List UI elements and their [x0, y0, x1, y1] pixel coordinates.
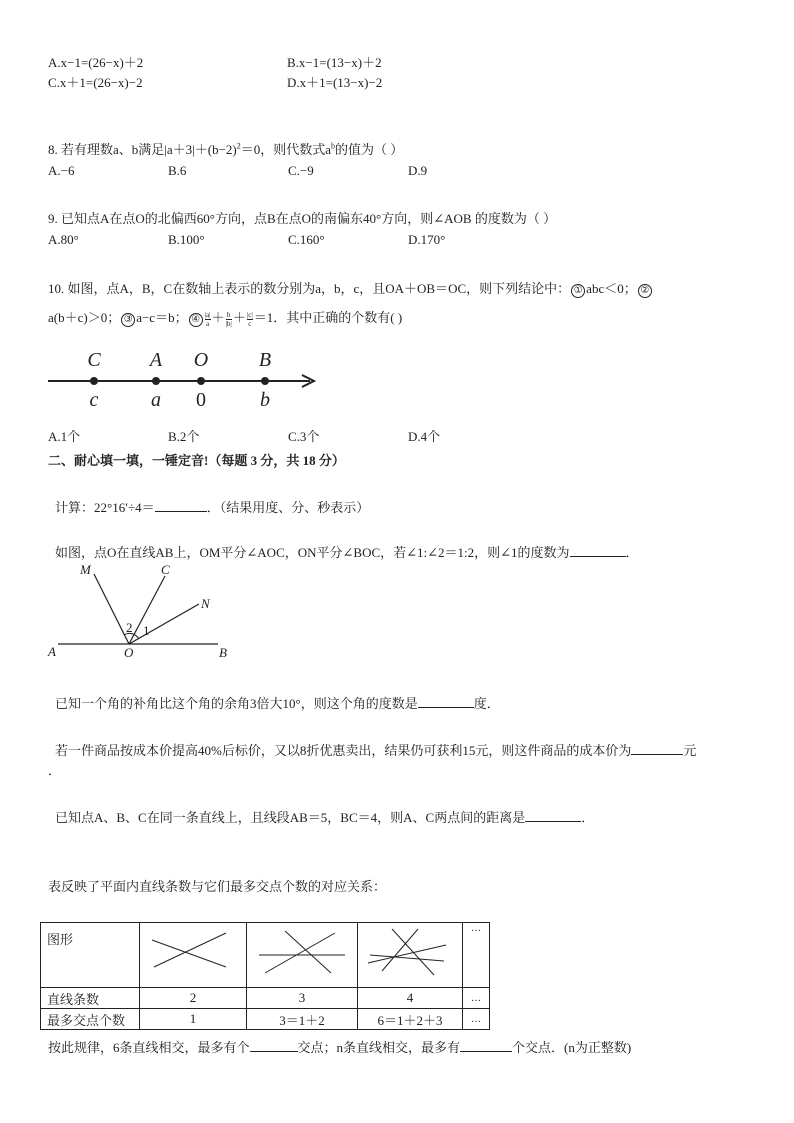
figure-four-lines — [358, 923, 463, 988]
point-o-dot — [197, 377, 205, 385]
q10-option-d: D.4个 — [408, 429, 441, 444]
label-n: N — [201, 596, 210, 611]
label-angle-1: 1 — [143, 623, 150, 638]
circled-3: ③ — [121, 313, 135, 327]
cell-lines-3: 3 — [247, 988, 358, 1009]
q7-option-b: B.x−1=(13−x)＋2 — [287, 55, 382, 70]
q14-text: 若一件商品按成本价提高40%后标价，又以8折优惠卖出，结果仍可获利15元，则这件商品的成本价为 — [55, 743, 632, 758]
point-b-dot — [261, 377, 269, 385]
q10-stem-line1 — [48, 278, 653, 298]
ellipsis-cell: … — [463, 923, 490, 988]
value-zero: 0 — [196, 389, 206, 411]
point-c-dot — [90, 377, 98, 385]
section-two-title: 二、耐心填一填，一锤定音!（每题 3 分，共 18 分） — [48, 453, 345, 468]
figure-two-lines — [140, 923, 247, 988]
answer-blank — [570, 544, 626, 557]
row-header-figure: 图形 — [41, 923, 140, 988]
label-b: B — [258, 349, 272, 371]
value-b: b — [260, 389, 270, 411]
q14-stem — [55, 740, 696, 759]
q13-text: 度． — [473, 696, 500, 711]
q9-option-b: B.100° — [168, 232, 205, 247]
q10-option-c: C.3个 — [288, 429, 320, 444]
angle-1-arc — [135, 635, 139, 639]
q9-option-a: A.80° — [48, 232, 79, 247]
frac-den: |b| — [225, 319, 232, 328]
q13-text: 已知一个角的补角比这个角的余角3倍大10°，则这个角的度数是 — [55, 696, 418, 711]
q10-text: 10. 如图，点A，B，C在数轴上表示的数分别为a，b，c，且OA＋OB＝OC，则下列结论中： — [48, 281, 571, 296]
circled-2: ② — [638, 284, 652, 298]
cell-points-3: 6＝1＋2＋3 — [358, 1009, 463, 1030]
q12-stem — [55, 542, 639, 561]
frac-num: b — [226, 310, 231, 319]
q13-stem — [55, 693, 500, 712]
answer-blank — [631, 742, 683, 755]
fraction-abs-a-over-a — [205, 311, 211, 328]
cell-points-1: 1 — [140, 1009, 247, 1030]
q9-stem: 9. 已知点A在点O的北偏西60°方向，点B在点O的南偏东40°方向，则∠AOB 的度数为（ ） — [48, 211, 557, 226]
row-header-points: 最多交点个数 — [41, 1009, 140, 1030]
label-c: C — [87, 349, 101, 371]
q16-intro: 表反映了平面内直线条数与它们最多交点个数的对应关系： — [48, 879, 387, 894]
label-c: C — [161, 562, 170, 577]
q14-text: 元 — [683, 743, 697, 758]
q8-stem-part: ＝0，则代数式a — [240, 142, 332, 157]
q11-stem — [55, 497, 369, 516]
label-m: M — [80, 562, 91, 577]
number-line-figure — [44, 344, 324, 414]
q16-text: 个交点．(n为正整数) — [512, 1040, 632, 1055]
label-b: B — [219, 645, 227, 660]
q9-option-d: D.170° — [408, 232, 446, 247]
q10-option-b: B.2个 — [168, 429, 200, 444]
answer-blank — [525, 809, 581, 822]
table-row — [41, 1009, 490, 1030]
circled-1: ① — [571, 284, 585, 298]
answer-blank — [460, 1039, 512, 1052]
q10-stem-line2: a(b＋c)＞0； ③ a−c＝b； ④ $\frac{|a|}{a}$ ＋ $\frac{b}{|b|}$ ＋ $\frac{|c|}{c}$ ＝1．其中正确的个数有( ) — [48, 310, 403, 328]
table-row — [41, 923, 490, 988]
q10-text: a−c＝b； — [136, 310, 188, 325]
q15-text: 已知点A、B、C在同一条直线上，且线段AB＝5，BC＝4，则A、C两点间的距离是 — [55, 810, 526, 825]
q8-stem — [48, 139, 403, 158]
q14-tail: ． — [48, 763, 62, 778]
fraction-b-over-abs-b — [226, 311, 232, 328]
value-c: c — [89, 389, 99, 411]
q7-option-a: A.x−1=(26−x)＋2 — [48, 55, 144, 70]
label-a: A — [48, 644, 56, 659]
answer-blank — [250, 1039, 298, 1052]
lines-intersections-table — [40, 922, 490, 1030]
table-row — [41, 988, 490, 1009]
answer-blank — [155, 499, 207, 512]
q11-text: 计算：22°16′÷4＝ — [55, 500, 155, 515]
q10-text: abc＜0； — [586, 281, 637, 296]
ellipsis-cell: … — [463, 1009, 490, 1030]
q15-text: ． — [581, 810, 595, 825]
q8-stem-part: 的值为（ ） — [335, 142, 404, 157]
answer-blank — [418, 695, 474, 708]
q12-text: 如图，点O在直线AB上，OM平分∠AOC，ON平分∠BOC，若∠1:∠2＝1:2，则∠1的度数为 — [55, 545, 570, 560]
cell-points-2: 3＝1＋2 — [247, 1009, 358, 1030]
figure-three-lines — [247, 923, 358, 988]
q10-option-a: A.1个 — [48, 429, 81, 444]
label-angle-2: 2 — [126, 620, 133, 635]
fraction-abs-c-over-c — [247, 311, 253, 328]
q7-option-d: D.x＋1=(13−x)−2 — [287, 75, 383, 90]
q11-text: ．（结果用度、分、秒表示） — [206, 500, 370, 515]
q7-option-c: C.x＋1=(26−x)−2 — [48, 75, 143, 90]
q8-option-c: C.−9 — [288, 163, 314, 178]
frac-num: |c| — [246, 310, 253, 319]
two-lines-icon — [140, 923, 246, 983]
q15-stem — [55, 807, 594, 826]
angle-figure — [44, 560, 244, 665]
q16-text: 按此规律，6条直线相交，最多有个 — [48, 1040, 250, 1055]
q8-exponent: 2 — [236, 141, 241, 151]
q9-option-c: C.160° — [288, 232, 325, 247]
row-header-lines: 直线条数 — [41, 988, 140, 1009]
value-a: a — [151, 389, 161, 411]
frac-den: c — [248, 319, 252, 328]
q16-text: 交点；n条直线相交，最多有 — [297, 1040, 461, 1055]
ellipsis-cell: … — [463, 988, 490, 1009]
four-lines-icon — [358, 923, 462, 983]
cell-lines-2: 2 — [140, 988, 247, 1009]
q10-text: ＝1．其中正确的个数有( ) — [253, 310, 403, 325]
q16-follow-up — [48, 1037, 631, 1056]
ray-om — [94, 574, 129, 644]
q8-exponent: b — [331, 141, 336, 151]
three-lines-icon — [247, 923, 357, 983]
q8-option-b: B.6 — [168, 163, 187, 178]
frac-num: |a| — [204, 310, 211, 319]
circled-4: ④ — [189, 313, 203, 327]
cell-lines-4: 4 — [358, 988, 463, 1009]
label-o: O — [124, 645, 134, 660]
label-a: A — [149, 349, 163, 371]
q8-option-a: A.−6 — [48, 163, 75, 178]
point-a-dot — [152, 377, 160, 385]
frac-den: a — [205, 319, 210, 328]
q8-option-d: D.9 — [408, 163, 428, 178]
q8-stem-part: 8. 若有理数a、b满足|a＋3|＋(b−2) — [48, 142, 237, 157]
label-o: O — [193, 349, 209, 371]
q12-text: ． — [625, 545, 639, 560]
q10-text: a(b＋c)＞0； — [48, 310, 121, 325]
